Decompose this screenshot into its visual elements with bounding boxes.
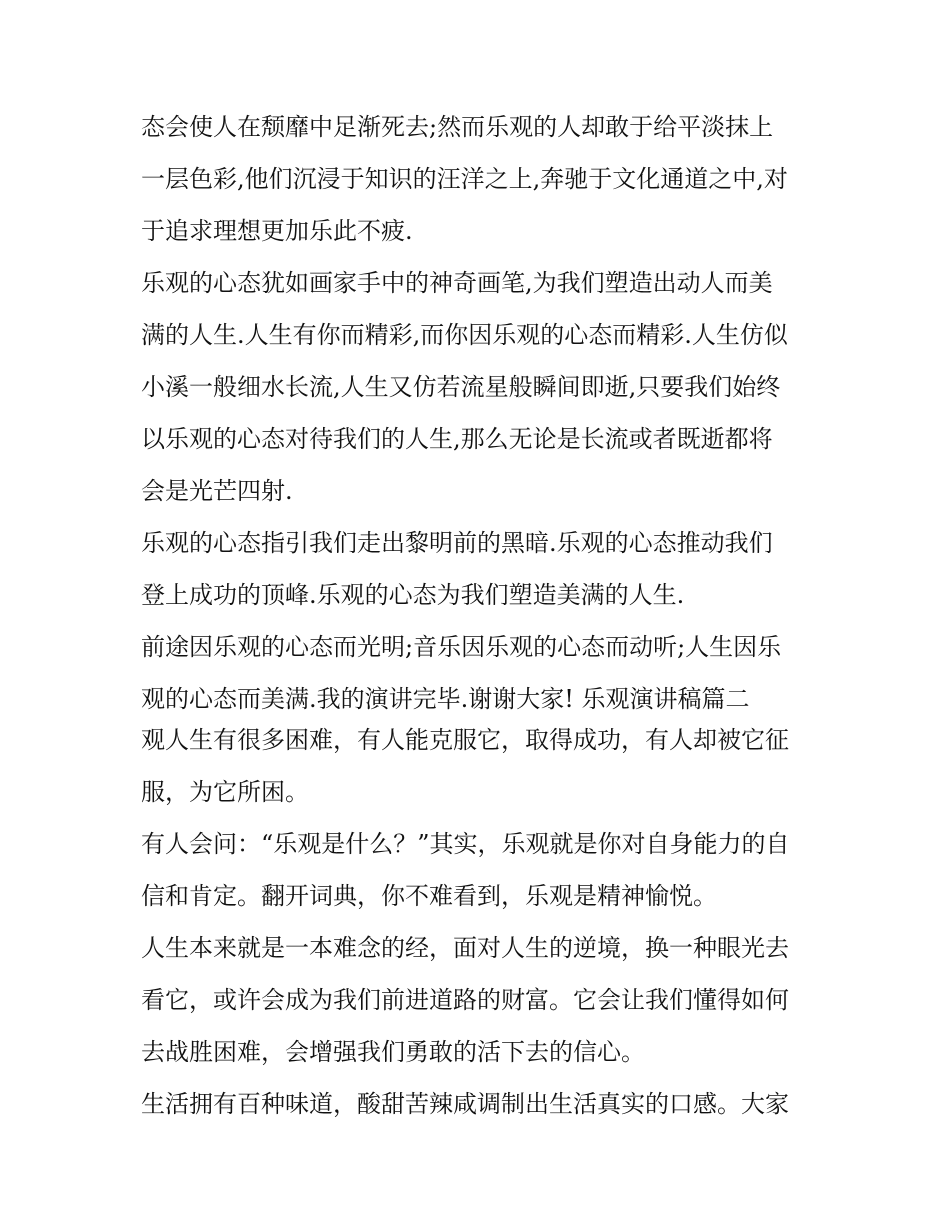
text-line: 去战胜困难，会增强我们勇敢的活下去的信心。	[141, 1038, 645, 1066]
text-line: 一层色彩,他们沉浸于知识的汪洋之上,奔驰于文化通道之中,对	[141, 165, 788, 193]
text-line: 乐观的心态犹如画家手中的神奇画笔,为我们塑造出动人而美	[141, 269, 773, 297]
text-line: 小溪一般细水长流,人生又仿若流星般瞬间即逝,只要我们始终	[141, 373, 781, 401]
text-line: 态会使人在颓靡中足渐死去;然而乐观的人却敢于给平淡抹上	[141, 113, 774, 141]
text-line: 以乐观的心态对待我们的人生,那么无论是长流或者既逝都将	[141, 425, 773, 453]
text-line: 观人生有很多困难，有人能克服它，取得成功，有人却被它征	[141, 726, 789, 754]
text-line: 看它，或许会成为我们前进道路的财富。它会让我们懂得如何	[141, 986, 789, 1014]
text-line: 服，为它所困。	[141, 778, 309, 806]
text-line: 有人会问：“乐观是什么？”其实，乐观就是你对自身能力的自	[141, 830, 790, 858]
text-line: 信和肯定。翻开词典，你不难看到，乐观是精神愉悦。	[141, 882, 717, 910]
text-line: 人生本来就是一本难念的经，面对人生的逆境，换一种眼光去	[141, 934, 789, 962]
text-line: 满的人生.人生有你而精彩,而你因乐观的心态而精彩.人生仿似	[141, 321, 788, 349]
text-line: 于追求理想更加乐此不疲.	[141, 217, 413, 245]
text-line: 生活拥有百种味道，酸甜苦辣咸调制出生活真实的口感。大家	[141, 1090, 789, 1118]
text-line: 观的心态而美满.我的演讲完毕.谢谢大家! 乐观演讲稿篇二	[141, 685, 750, 713]
text-line: 登上成功的顶峰.乐观的心态为我们塑造美满的人生.	[141, 581, 685, 609]
document-body	[141, 108, 821, 1137]
text-line: 前途因乐观的心态而光明;音乐因乐观的心态而动听;人生因乐	[141, 633, 782, 661]
text-line: 会是光芒四射.	[141, 477, 293, 505]
text-line: 乐观的心态指引我们走出黎明前的黑暗.乐观的心态推动我们	[141, 529, 773, 557]
